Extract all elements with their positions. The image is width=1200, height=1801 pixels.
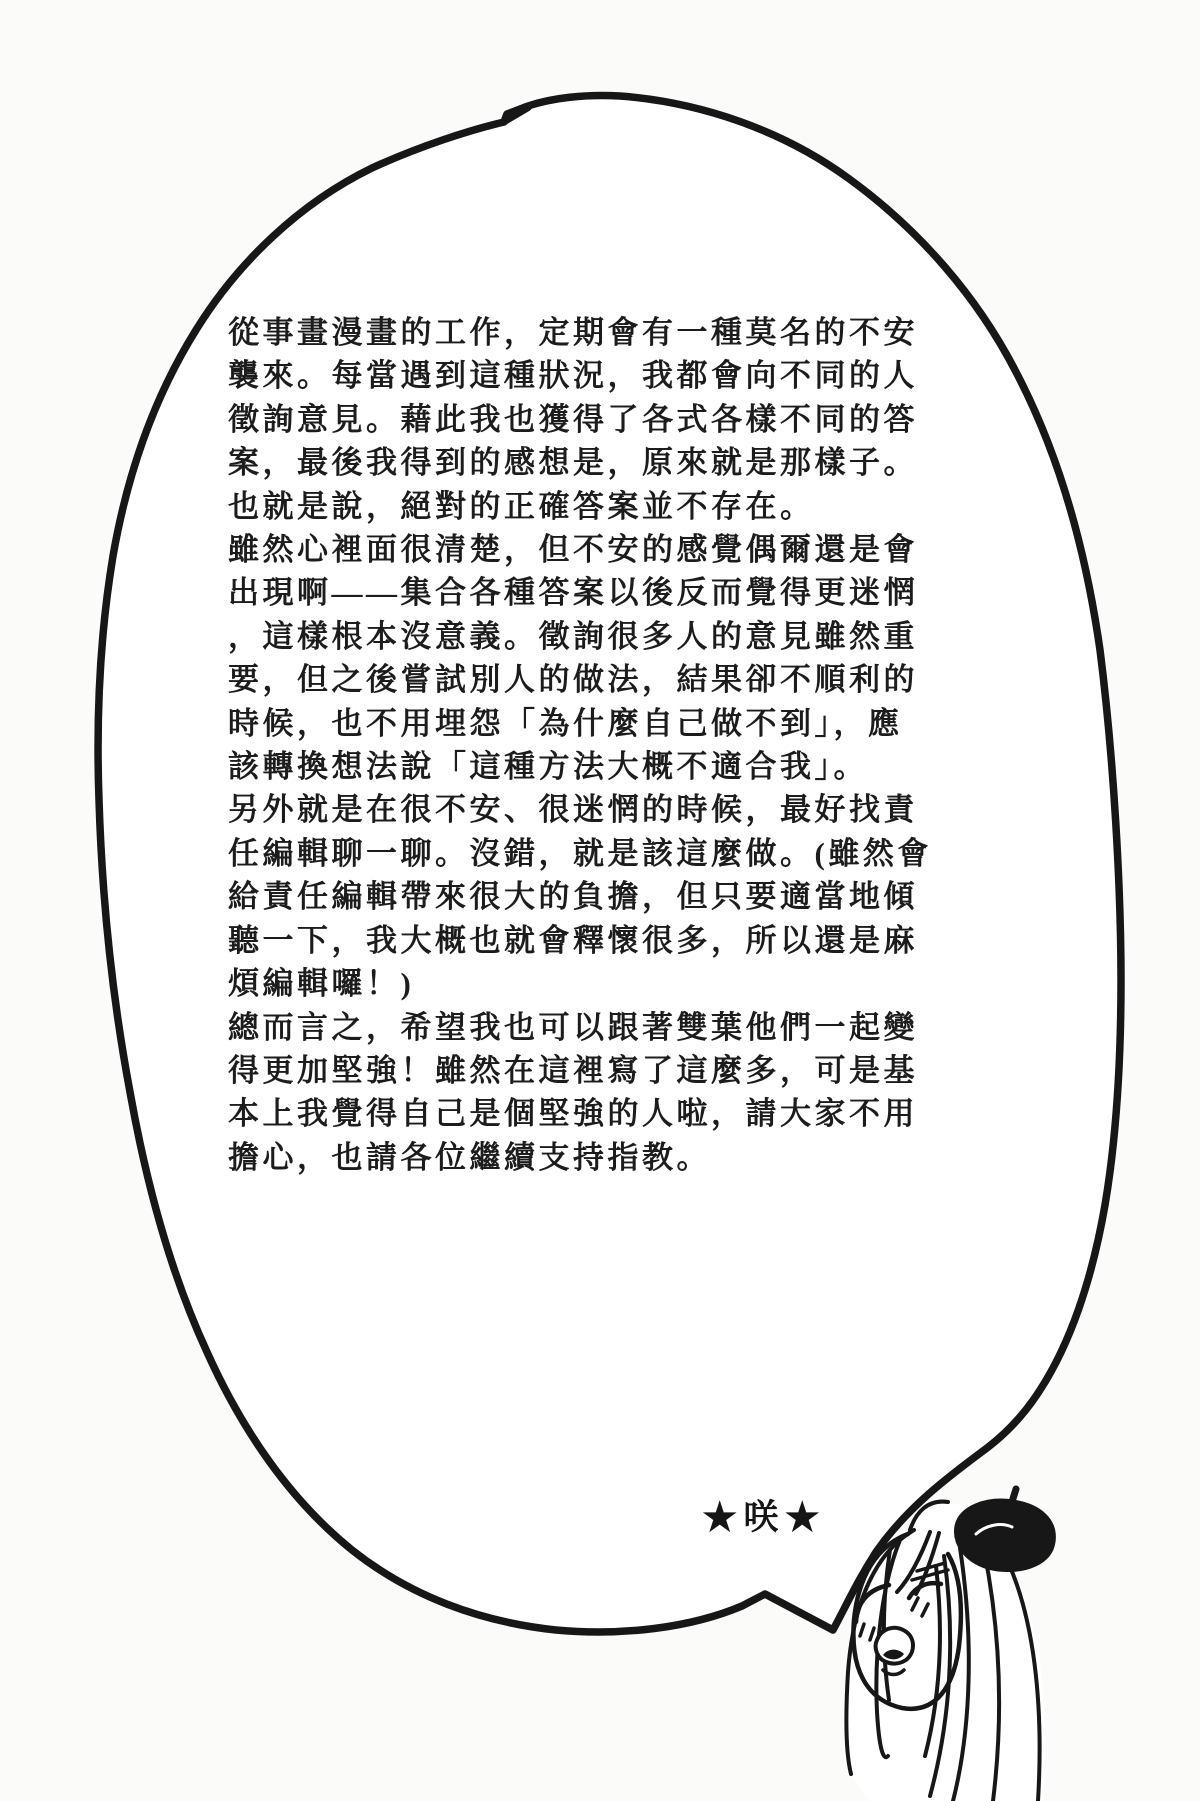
afterword-text-line: 任編輯聊一聊。沒錯，就是該這麼做。(雖然會 bbox=[228, 835, 932, 871]
beret-body bbox=[955, 1500, 1054, 1570]
afterword-text-line: 出現啊——集合各種答案以後反而覺得更迷惘 bbox=[228, 575, 918, 611]
signature-star-left-icon: ★ bbox=[700, 1493, 740, 1542]
afterword-text-line: 另外就是在很不安、很迷惘的時候，最好找責 bbox=[228, 792, 918, 828]
afterword-text-line: 徵詢意見。藉此我也獲得了各式各樣不同的答 bbox=[228, 401, 918, 437]
afterword-text-line: 聽一下，我大概也就會釋懷很多，所以還是麻 bbox=[228, 922, 918, 958]
afterword-text-line: 時候，也不用埋怨「為什麼自己做不到」，應 bbox=[228, 705, 903, 741]
afterword-text-line: 得更加堅強！雖然在這裡寫了這麼多，可是基 bbox=[228, 1052, 918, 1088]
afterword-text-line: 案，最後我得到的感想是，原來就是那樣子。 bbox=[228, 445, 918, 481]
afterword-text-block bbox=[228, 311, 948, 1179]
afterword-text-line: 雖然心裡面很清楚，但不安的感覺偶爾還是會 bbox=[228, 532, 918, 568]
afterword-text-line: ，這樣根本沒意義。徵詢很多人的意見雖然重 bbox=[228, 618, 918, 654]
afterword-text-line: 襲來。每當遇到這種狀況，我都會向不同的人 bbox=[228, 358, 918, 394]
beret bbox=[955, 1489, 1054, 1571]
afterword-text-line: 擔心，也請各位繼續支持指教。 bbox=[228, 1139, 711, 1175]
afterword-text-line: 給責任編輯帶來很大的負擔，但只要適當地傾 bbox=[228, 879, 918, 915]
afterword-text-line: 該轉換想法說「這種方法大概不適合我」。 bbox=[228, 749, 868, 785]
afterword-text-line: 總而言之，希望我也可以跟著雙葉他們一起變 bbox=[228, 1009, 918, 1045]
author-signature bbox=[700, 1493, 822, 1542]
afterword-text-line: 要，但之後嘗試別人的做法，結果卻不順利的 bbox=[228, 662, 918, 698]
afterword-text-line: 煩編輯囉！) bbox=[228, 966, 415, 1002]
afterword-text-line: 從事畫漫畫的工作，定期會有一種莫名的不安 bbox=[228, 315, 918, 350]
signature-star-right-icon: ★ bbox=[782, 1493, 822, 1542]
signature-name: 咲 bbox=[743, 1498, 779, 1537]
afterword-text-line: 也就是說，絕對的正確答案並不存在。 bbox=[228, 488, 815, 524]
afterword-text-line: 本上我覺得自己是個堅強的人啦，請大家不用 bbox=[228, 1096, 918, 1132]
